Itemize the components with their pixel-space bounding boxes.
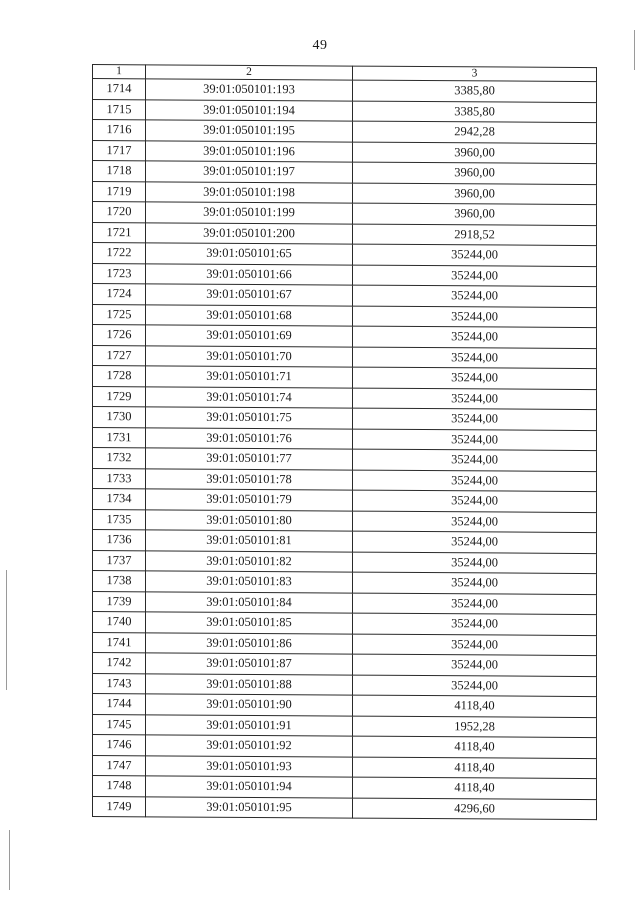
area-value-cell: 2918,52 [353, 224, 597, 246]
column-header-cadastral-code: 2 [146, 65, 353, 80]
row-number-cell: 1727 [93, 345, 146, 366]
area-value-cell: 35244,00 [353, 511, 597, 533]
row-number-cell: 1731 [93, 427, 146, 448]
area-value-cell: 3960,00 [353, 142, 597, 164]
area-value-cell: 3960,00 [353, 162, 597, 184]
scan-margin-mark [634, 30, 635, 70]
area-value-cell: 35244,00 [353, 265, 597, 287]
area-value-cell: 35244,00 [353, 449, 597, 471]
area-value-cell: 35244,00 [353, 634, 597, 656]
row-number-cell: 1741 [93, 632, 146, 653]
row-number-cell: 1720 [93, 202, 146, 223]
cadastral-code-cell: 39:01:050101:91 [146, 714, 353, 736]
area-value-cell: 35244,00 [353, 552, 597, 574]
row-number-cell: 1734 [93, 489, 146, 510]
cadastral-code-cell: 39:01:050101:92 [146, 735, 353, 757]
cadastral-code-cell: 39:01:050101:78 [146, 468, 353, 490]
area-value-cell: 35244,00 [353, 367, 597, 389]
area-value-cell: 35244,00 [353, 675, 597, 697]
cadastral-code-cell: 39:01:050101:200 [146, 222, 353, 244]
area-value-cell: 3385,80 [353, 80, 597, 102]
area-value-cell: 4296,60 [353, 798, 597, 820]
area-value-cell: 4118,40 [353, 757, 597, 779]
cadastral-code-cell: 39:01:050101:199 [146, 202, 353, 224]
area-value-cell: 35244,00 [353, 470, 597, 492]
row-number-cell: 1722 [93, 243, 146, 264]
row-number-cell: 1739 [93, 591, 146, 612]
row-number-cell: 1738 [93, 571, 146, 592]
row-number-cell: 1729 [93, 386, 146, 407]
row-number-cell: 1715 [93, 99, 146, 120]
row-number-cell: 1744 [93, 694, 146, 715]
row-number-cell: 1733 [93, 468, 146, 489]
row-number-cell: 1718 [93, 161, 146, 182]
area-value-cell: 35244,00 [353, 408, 597, 430]
row-number-cell: 1726 [93, 325, 146, 346]
cadastral-code-cell: 39:01:050101:196 [146, 140, 353, 162]
cadastral-code-cell: 39:01:050101:83 [146, 571, 353, 593]
cadastral-code-cell: 39:01:050101:84 [146, 591, 353, 613]
area-value-cell: 4118,40 [353, 736, 597, 758]
cadastral-code-cell: 39:01:050101:67 [146, 284, 353, 306]
cadastral-code-cell: 39:01:050101:197 [146, 161, 353, 183]
row-number-cell: 1742 [93, 653, 146, 674]
row-number-cell: 1723 [93, 263, 146, 284]
area-value-cell: 35244,00 [353, 388, 597, 410]
column-header-number: 1 [93, 65, 146, 79]
cadastral-code-cell: 39:01:050101:81 [146, 530, 353, 552]
row-number-cell: 1717 [93, 140, 146, 161]
area-value-cell: 35244,00 [353, 593, 597, 615]
row-number-cell: 1725 [93, 304, 146, 325]
cadastral-code-cell: 39:01:050101:88 [146, 673, 353, 695]
row-number-cell: 1748 [93, 776, 146, 797]
area-value-cell: 35244,00 [353, 347, 597, 369]
area-value-cell: 35244,00 [353, 244, 597, 266]
area-value-cell: 3960,00 [353, 183, 597, 205]
cadastral-code-cell: 39:01:050101:75 [146, 407, 353, 429]
cadastral-code-cell: 39:01:050101:93 [146, 755, 353, 777]
cadastral-code-cell: 39:01:050101:194 [146, 99, 353, 121]
table-body [93, 79, 597, 820]
column-header-area: 3 [353, 66, 597, 81]
row-number-cell: 1721 [93, 222, 146, 243]
row-number-cell: 1719 [93, 181, 146, 202]
row-number-cell: 1737 [93, 550, 146, 571]
row-number-cell: 1730 [93, 407, 146, 428]
area-value-cell: 1952,28 [353, 716, 597, 738]
row-number-cell: 1714 [93, 79, 146, 100]
row-number-cell: 1716 [93, 120, 146, 141]
area-value-cell: 35244,00 [353, 285, 597, 307]
cadastral-code-cell: 39:01:050101:80 [146, 509, 353, 531]
row-number-cell: 1735 [93, 509, 146, 530]
cadastral-code-cell: 39:01:050101:66 [146, 263, 353, 285]
row-number-cell: 1740 [93, 612, 146, 633]
area-value-cell: 4118,40 [353, 777, 597, 799]
cadastral-code-cell: 39:01:050101:95 [146, 796, 353, 818]
area-value-cell: 35244,00 [353, 531, 597, 553]
cadastral-code-cell: 39:01:050101:68 [146, 304, 353, 326]
page-number: 49 [312, 38, 328, 53]
cadastral-code-cell: 39:01:050101:71 [146, 366, 353, 388]
cadastral-code-cell: 39:01:050101:198 [146, 181, 353, 203]
area-value-cell: 35244,00 [353, 490, 597, 512]
area-value-cell: 35244,00 [353, 429, 597, 451]
cadastral-code-cell: 39:01:050101:195 [146, 120, 353, 142]
cadastral-code-cell: 39:01:050101:90 [146, 694, 353, 716]
row-number-cell: 1749 [93, 796, 146, 817]
area-value-cell: 3960,00 [353, 203, 597, 225]
scan-margin-mark [9, 830, 10, 890]
parcel-registry-table [92, 64, 597, 820]
area-value-cell: 35244,00 [353, 572, 597, 594]
cadastral-code-cell: 39:01:050101:94 [146, 776, 353, 798]
cadastral-code-cell: 39:01:050101:79 [146, 489, 353, 511]
row-number-cell: 1728 [93, 366, 146, 387]
cadastral-code-cell: 39:01:050101:193 [146, 79, 353, 101]
row-number-cell: 1724 [93, 284, 146, 305]
cadastral-code-cell: 39:01:050101:82 [146, 550, 353, 572]
cadastral-code-cell: 39:01:050101:65 [146, 243, 353, 265]
cadastral-code-cell: 39:01:050101:74 [146, 386, 353, 408]
area-value-cell: 3385,80 [353, 101, 597, 123]
row-number-cell: 1732 [93, 448, 146, 469]
area-value-cell: 35244,00 [353, 613, 597, 635]
cadastral-code-cell: 39:01:050101:87 [146, 653, 353, 675]
row-number-cell: 1747 [93, 755, 146, 776]
area-value-cell: 2942,28 [353, 121, 597, 143]
row-number-cell: 1743 [93, 673, 146, 694]
scan-margin-mark [6, 570, 7, 690]
cadastral-code-cell: 39:01:050101:69 [146, 325, 353, 347]
cadastral-code-cell: 39:01:050101:86 [146, 632, 353, 654]
cadastral-code-cell: 39:01:050101:76 [146, 427, 353, 449]
row-number-cell: 1746 [93, 735, 146, 756]
row-number-cell: 1736 [93, 530, 146, 551]
area-value-cell: 35244,00 [353, 654, 597, 676]
area-value-cell: 35244,00 [353, 326, 597, 348]
row-number-cell: 1745 [93, 714, 146, 735]
table-row [93, 796, 597, 820]
cadastral-code-cell: 39:01:050101:85 [146, 612, 353, 634]
area-value-cell: 4118,40 [353, 695, 597, 717]
cadastral-code-cell: 39:01:050101:77 [146, 448, 353, 470]
cadastral-code-cell: 39:01:050101:70 [146, 345, 353, 367]
area-value-cell: 35244,00 [353, 306, 597, 328]
